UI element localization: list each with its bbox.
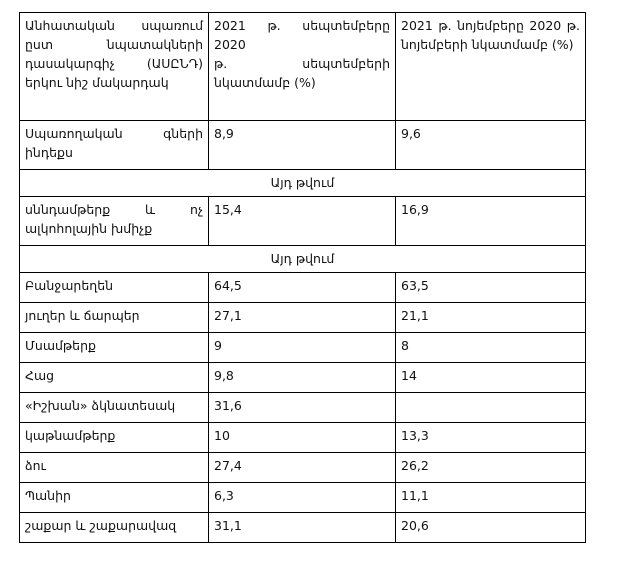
row-sep-value: 27,4: [209, 453, 396, 483]
row-label-line: սննդամթերք և ոչ: [25, 202, 203, 217]
row-nov-value: 9,6: [396, 121, 586, 170]
row-label: Բանջարեղեն: [20, 273, 209, 303]
header-col1-line: երկու նիշ մակարդակ: [25, 75, 169, 90]
row-label-line: ինդեքս: [25, 145, 73, 160]
row-label: [20, 197, 209, 246]
row-label: Հաց: [20, 363, 209, 393]
row-sep-value: 6,3: [209, 483, 396, 513]
row-label: ձու: [20, 453, 209, 483]
row-label-line: Սպառողական գների: [25, 126, 203, 141]
table-row: [20, 363, 586, 393]
header-col1-line: ըստ նպատակների: [25, 37, 203, 52]
table-row: [20, 273, 586, 303]
row-nov-value: 13,3: [396, 423, 586, 453]
row-nov-value: 11,1: [396, 483, 586, 513]
row-sep-value: 27,1: [209, 303, 396, 333]
row-sep-value: 8,9: [209, 121, 396, 170]
table-row: [20, 513, 586, 543]
table-row: [20, 197, 586, 246]
table-row: [20, 121, 586, 170]
header-col3-line: նոյեմբերի նկատմամբ (%): [401, 37, 574, 52]
header-col1-line: Անհատական սպառում: [25, 18, 203, 33]
row-sep-value: 64,5: [209, 273, 396, 303]
row-sep-value: 9: [209, 333, 396, 363]
row-label: Պանիր: [20, 483, 209, 513]
row-sep-value: 31,6: [209, 393, 396, 423]
header-row: [20, 13, 586, 121]
row-nov-value: 20,6: [396, 513, 586, 543]
subheading: Այդ թվում: [20, 246, 586, 273]
row-label-line: ալկոհոլային խմիչք: [25, 221, 153, 236]
table-row: [20, 453, 586, 483]
row-nov-value: 14: [396, 363, 586, 393]
row-label: «Իշխան» ձկնատեսակ: [20, 393, 209, 423]
header-col2-line: 2021 թ. սեպտեմբերը 2020: [214, 18, 390, 52]
subheading-row: [20, 170, 586, 197]
subheading-row: [20, 246, 586, 273]
row-nov-value: [396, 393, 586, 423]
header-col3-line: 2021 թ. նոյեմբերը 2020 թ.: [401, 18, 580, 33]
row-sep-value: 15,4: [209, 197, 396, 246]
row-nov-value: 26,2: [396, 453, 586, 483]
table-row: [20, 303, 586, 333]
header-col1: [20, 13, 209, 121]
row-nov-value: 16,9: [396, 197, 586, 246]
row-sep-value: 9,8: [209, 363, 396, 393]
table-row: [20, 483, 586, 513]
row-sep-value: 10: [209, 423, 396, 453]
row-label: յուղեր և ճարպեր: [20, 303, 209, 333]
header-col2: [209, 13, 396, 121]
table-row: [20, 333, 586, 363]
row-nov-value: 8: [396, 333, 586, 363]
row-sep-value: 31,1: [209, 513, 396, 543]
table-row: [20, 393, 586, 423]
header-col3: [396, 13, 586, 121]
subheading: Այդ թվում: [20, 170, 586, 197]
row-label: [20, 121, 209, 170]
row-nov-value: 21,1: [396, 303, 586, 333]
header-col1-line: դասակարգիչ (ԱՍԸՆԴ): [25, 56, 203, 71]
row-label: կաթնամթերք: [20, 423, 209, 453]
inflation-table: [19, 12, 586, 543]
row-label: Մսամթերք: [20, 333, 209, 363]
row-label: շաքար և շաքարավազ: [20, 513, 209, 543]
header-col2-line: նկատմամբ (%): [214, 75, 316, 90]
header-col2-line: թ. սեպտեմբերի: [214, 56, 390, 71]
row-nov-value: 63,5: [396, 273, 586, 303]
table-row: [20, 423, 586, 453]
